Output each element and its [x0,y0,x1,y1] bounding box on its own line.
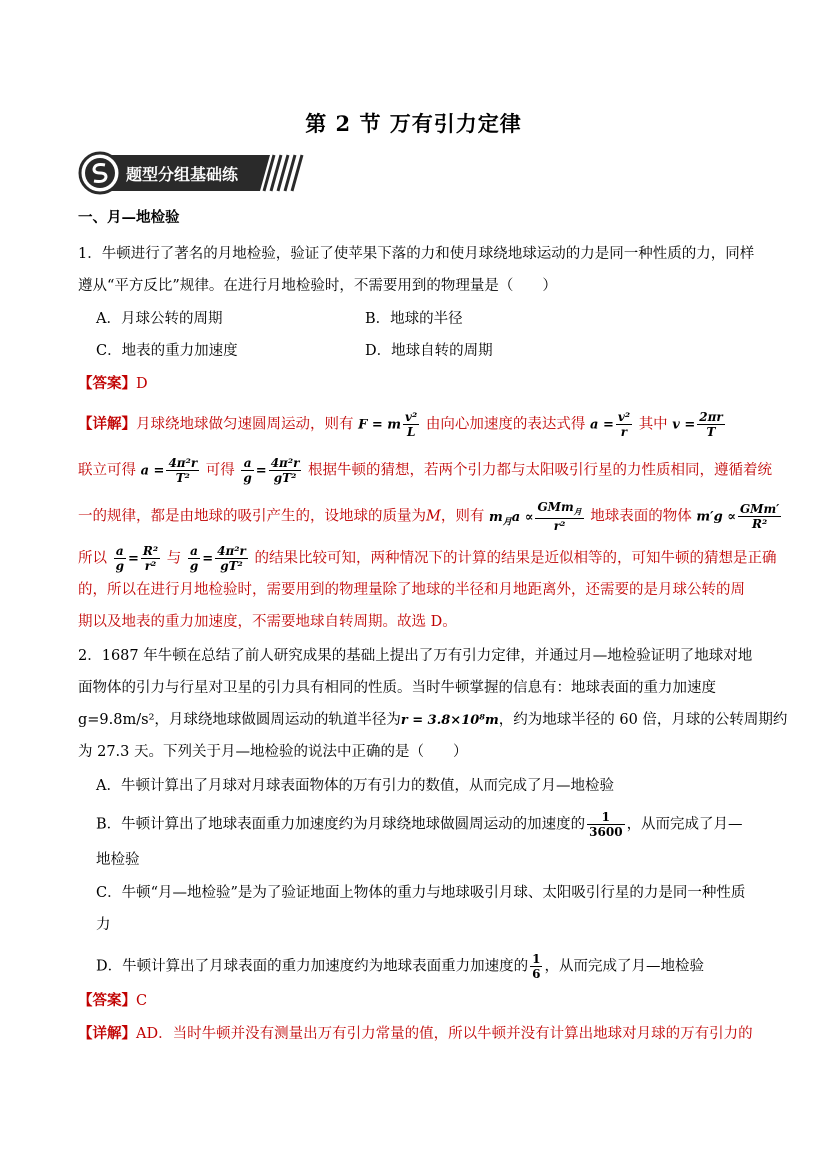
q1-option-c: C．地表的重力加速度 [96,343,238,359]
q2-stem-line2: 面物体的引力与行星对卫星的引力具有相同的性质。当时牛顿掌握的信息有：地球表面的重力加速度 [78,680,716,696]
q1-stem-line1: 1．牛顿进行了著名的月地检验，验证了使苹果下落的力和使月球绕地球运动的力是同一种性质的力，同样 [78,246,755,262]
fraction-2pir-over-t: $\frac{2\pi r}{T}$ [699,410,723,439]
q2-option-c-cont: 力 [96,917,111,933]
answer-value: D [136,376,148,392]
q1-option-b: B．地球的半径 [365,311,463,327]
q1-detail-line4: 所以 $\frac{a}{g}$ = $\frac{\text{R²}}{\text{r²}}$ 与 $\frac{a}{g}$ = $\frac{\text{4π²r}}{\text{gT²}}$ 的结果比较可知，两种情况下的计算的结果是近似相等的，可知牛顿的猜想是正确 [78,544,777,573]
q2-answer: 【答案】C [78,992,148,1009]
q2-option-a: A．牛顿计算出了月球对月球表面物体的万有引力的数值，从而完成了月—地检验 [96,778,614,794]
banner-label: 题型分组基础练 [126,165,239,184]
q2-stem-line1: 2．1687 年牛顿在总结了前人研究成果的基础上提出了万有引力定律，并通过月—地检验证明了地球对地 [78,648,753,664]
q2-stem-line3: g=9.8m/s²，月球绕地球做圆周运动的轨道半径为r = 3.8×10⁸m，约为地球半径的 60 倍，月球的公转周期约 [78,712,788,728]
q2-option-b: B．牛顿计算出了地球表面重力加速度约为月球绕地球做圆周运动的加速度的 $\frac{1}{3600}$ ，从而完成了月— [96,810,743,839]
detail-tag: 【详解】 [78,415,136,433]
answer-tag: 【答案】 [78,375,136,392]
q2-option-b-cont: 地检验 [96,852,140,868]
page-title: 第 2 节 万有引力定律 [305,111,522,136]
section-heading: 一、月—地检验 [78,209,180,226]
fraction-v2-over-l: $\frac{\text{v²}}{L}$ [405,410,418,439]
section-banner [78,151,308,195]
q1-stem-line2: 遵从“平方反比”规律。在进行月地检验时，不需要用到的物理量是（ ） [78,278,557,294]
banner-stripes [264,155,302,191]
q1-detail-line6: 期以及地表的重力加速度，不需要地球自转周期。故选 D。 [78,614,457,630]
q1-detail-line2: 联立可得 a = $\frac{\text{4π²r}}{\text{T²}}$ 可得 $\frac{a}{g}$ = $\frac{\text{4π²r}}{\text{gT²}}$ 根据牛顿的猜想，若两个引力都与太阳吸引行星的力性质相同，遵循着统 [78,456,773,485]
fraction-v2-over-r: $\frac{\text{v²}}{r}$ [617,410,631,439]
q2-detail-line1: 【详解】AD．当时牛顿并没有测量出万有引力常量的值，所以牛顿并没有计算出地球对月球的万有引力的 [78,1025,753,1042]
q1-option-d: D．地球自转的周期 [365,343,493,359]
q1-option-a: A．月球公转的周期 [96,311,223,327]
q1-answer [78,374,148,394]
q2-option-c: C．牛顿“月—地检验”是为了验证地面上物体的重力与地球吸引月球、太阳吸引行星的力是同一种性质 [96,885,746,901]
q1-detail-line5: 的，所以在进行月地检验时，需要用到的物理量除了地球的半径和月地距离外，还需要的是月球公转的周 [78,582,745,598]
q2-stem-line4: 为 27.3 天。下列关于月—地检验的说法中正确的是（ ） [78,744,468,760]
q2-option-d: D．牛顿计算出了月球表面的重力加速度约为地球表面重力加速度的 $\frac{1}{6}$ ，从而完成了月—地检验 [96,952,704,981]
q1-detail-line3: 一的规律，都是由地球的吸引产生的，设地球的质量为M，则有 $m_月a$ ∝ $\frac{GMm_月}{\text{r²}}$ 地球表面的物体 m′g ∝ $\frac{\text{GMm′}}{\text{R²}}$ [78,500,780,534]
q1-detail-line1: 【详解】月球绕地球做匀速圆周运动，则有 F = m $\frac{\text{v²}}{L}$ 由向心加速度的表达式得 a = $\frac{\text{v²}}{r}$ 其中 v = $\frac{2\pi r}{T}$ [78,410,723,439]
